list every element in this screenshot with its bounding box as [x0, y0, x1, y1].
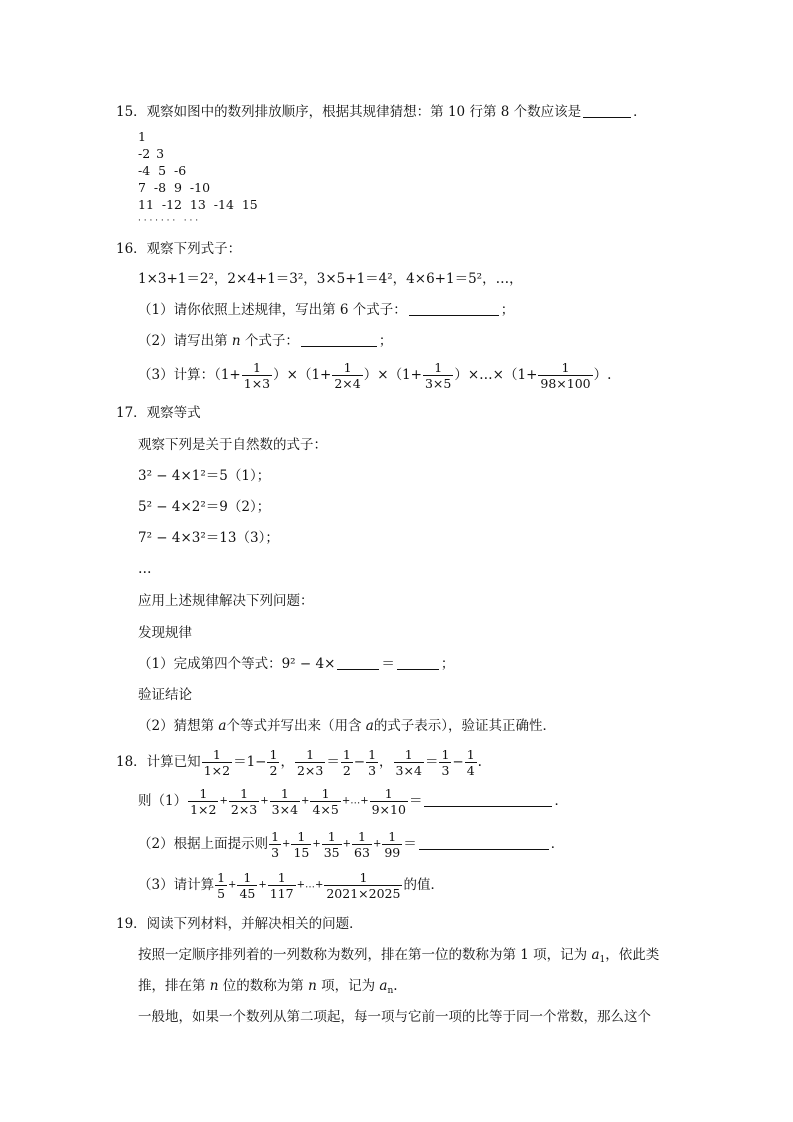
- q19-l1-var: a: [591, 947, 600, 963]
- q16-p3-post-2: ）×: [363, 367, 389, 383]
- q17-eq-3: 7² − 4×3²＝13（3）；: [138, 530, 279, 546]
- q17-p2-var: a: [218, 718, 227, 734]
- q17-p1-end: ；: [440, 656, 455, 672]
- q18-given-rhs-frac-3a: $\frac{1}{3}$: [441, 747, 450, 778]
- q15-row-5: 11 -12 13 -14 15: [138, 197, 258, 212]
- q15-row-1: 1: [138, 129, 146, 144]
- q18-p1-frac-5: $\frac{1}{9\times 10}$: [371, 786, 406, 817]
- q18-p3-frac-last: $\frac{1}{2021\times 2025}$: [326, 870, 401, 901]
- q17-p2-text-c: 的式子表示），验证其正确性．: [373, 718, 557, 734]
- q16-p3-pre-3: （1+: [388, 367, 422, 383]
- q16-p3-post-4: ）.: [593, 367, 612, 383]
- q19-l1-sub: 1: [599, 955, 606, 965]
- q18-p1-blank[interactable]: [424, 792, 552, 807]
- q17-p2-text-a: （2）猜想第: [138, 718, 219, 734]
- q18-p1-eq: ＝: [408, 793, 423, 809]
- q18-p2-frac-2: $\frac{1}{15}$: [293, 829, 310, 860]
- q16-formula: 1×3+1＝2²，2×4+1＝3²，3×5+1＝4²，4×6+1＝5²，…，: [138, 271, 523, 287]
- q16-p2-text-a: （2）请写出第: [138, 333, 232, 349]
- q15-stem: [116, 103, 647, 121]
- q18-p2-stop: ．: [550, 836, 565, 852]
- q15-row-4: 7 -8 9 -10: [138, 180, 211, 195]
- q18-part-1: 则（1） $\frac{1}{1\times 2}$ + $\frac{1}{2\times 3}$ + $\frac{1}{3\times 4}$ + $\frac{1}{4\times 5}$ +…+ $\frac{1}{9\times 10}$ ＝ ．: [138, 786, 568, 817]
- q18-given-rhs-1: 1: [246, 754, 256, 770]
- q16-p3-pre-2: （1+: [297, 367, 332, 383]
- q18-p2-frac-1: $\frac{1}{3}$: [271, 829, 280, 860]
- q16-part-1: [138, 301, 514, 319]
- q16-p1-end: ；: [500, 302, 515, 318]
- q18-p3-frac-1: $\frac{1}{5}$: [217, 870, 226, 901]
- q16-p1-text: （1）请你依照上述规律，写出第 6 个式子：: [138, 302, 407, 318]
- q18-p3-end: 的值．: [403, 877, 444, 893]
- q17-p2-var-2: a: [365, 718, 374, 734]
- q19-line-1: [138, 946, 659, 964]
- q18-p2-frac-4: $\frac{1}{63}$: [354, 829, 370, 860]
- q18-p1-stop: ．: [554, 793, 568, 809]
- q18-given-frac-1: $\frac{1}{1\times 2}$: [203, 747, 231, 778]
- q18-part-2: （2）根据上面提示则 $\frac{1}{3}$ + $\frac{1}{15}$ + $\frac{1}{35}$ + $\frac{1}{63}$ + $\frac{1}{99}$ ＝ ．: [138, 829, 565, 860]
- q18-p2-eq: ＝: [403, 836, 417, 852]
- q19-l2-text-c: 项，记为: [316, 978, 380, 994]
- q19-l1-text-a: 按照一定顺序排列着的一列数称为数列，排在第一位的数称为第 1 项，记为: [138, 947, 592, 963]
- q16-p3-frac-3: $\frac{1}{3\times 5}$: [424, 360, 452, 391]
- q19-label: 19．阅读下列材料，并解决相关的问题．: [116, 916, 363, 932]
- q16-p3-pre-4: （1+: [503, 367, 538, 383]
- q15-label: 15．观察如图中的数列排放顺序，根据其规律猜想：第 10 行第 8 个数应该是: [116, 104, 582, 120]
- q18-given: 18．计算已知 $\frac{1}{1\times 2}$ ＝1− $\frac{1}{2}$ ， $\frac{1}{2\times 3}$ ＝ $\frac{1}{2}$ − $\frac{1}{3}$ ， $\frac{1}{3\times 4}$ ＝ $\frac{1}{3}$ − $\frac{1}{4}$ .: [116, 747, 482, 778]
- q17-p1-blank-1[interactable]: [337, 655, 379, 670]
- q17-verify: 验证结论: [138, 687, 192, 703]
- q17-label: 17．观察等式: [116, 405, 201, 421]
- q16-p2-var: n: [231, 333, 241, 349]
- q18-given-rhs-frac-3b: $\frac{1}{4}$: [466, 747, 475, 778]
- q19-l2-sub: n: [387, 986, 394, 996]
- q19-l2-text-a: 推，排在第: [138, 978, 210, 994]
- q19-l2-var-3: a: [379, 978, 388, 994]
- q16-p2-blank[interactable]: [301, 332, 377, 347]
- q18-p1-frac-2: $\frac{1}{2\times 3}$: [230, 786, 258, 817]
- q17-intro: 观察下列是关于自然数的式子：: [138, 437, 327, 453]
- q18-p2-frac-5: $\frac{1}{99}$: [384, 829, 401, 860]
- q18-p1-frac-3: $\frac{1}{3\times 4}$: [271, 786, 299, 817]
- q17-p1-blank-2[interactable]: [397, 655, 439, 670]
- q17-p2-text-b: 个等式并写出来（用含: [226, 718, 366, 734]
- q16-p3-pre-1: （1+: [214, 367, 241, 383]
- q15-end: ．: [633, 104, 647, 120]
- q16-part-2: [138, 332, 392, 350]
- q18-label: 18．计算已知: [116, 754, 201, 770]
- q18-p1-frac-4: $\frac{1}{4\times 5}$: [312, 786, 339, 817]
- q19-line-2: [138, 977, 398, 995]
- q16-part-3: [138, 358, 611, 392]
- q19-l2-var-2: n: [308, 978, 317, 994]
- q17-dots: …: [138, 561, 152, 577]
- q15-answer-blank[interactable]: [583, 103, 631, 118]
- q17-part-1: [138, 655, 454, 673]
- q16-p3-post-1: ）×: [273, 367, 298, 383]
- q18-given-rhs-frac-2a: $\frac{1}{2}$: [342, 747, 351, 778]
- q19-l2-var: n: [209, 978, 219, 994]
- q16-p3-frac-1: $\frac{1}{1\times 3}$: [243, 360, 271, 391]
- q16-p3-frac-2: $\frac{1}{2\times 4}$: [334, 360, 361, 391]
- q18-p3-frac-2: $\frac{1}{45}$: [239, 870, 256, 901]
- q18-p1-frac-1: $\frac{1}{1\times 2}$: [190, 786, 217, 817]
- q17-eq-1: 3² − 4×1²＝5（1）；: [138, 468, 271, 484]
- q19-line-3: 一般地，如果一个数列从第二项起，每一项与它前一项的比等于同一个常数，那么这个: [138, 1009, 651, 1025]
- q19-l1-text-b: ，依此类: [605, 947, 660, 963]
- q18-given-frac-2: $\frac{1}{2\times 3}$: [296, 747, 324, 778]
- q18-p1-text: 则（1）: [138, 793, 188, 809]
- q19-l2-text-b: 位的数称为第: [218, 978, 309, 994]
- q18-p2-text: （2）根据上面提示则: [138, 836, 269, 852]
- q18-part-3: （3）请计算 $\frac{1}{5}$ + $\frac{1}{45}$ + $\frac{1}{117}$ +…+ $\frac{1}{2021\times 2025}$ 的值．: [138, 870, 444, 901]
- q15-row-3: -4 5 -6: [138, 163, 187, 178]
- q17-find: 发现规律: [138, 625, 192, 641]
- q18-p3-dots: +…+: [296, 879, 324, 891]
- q19-l2-text-d: .: [393, 978, 398, 994]
- q17-p1-text: （1）完成第四个等式：9² − 4×: [138, 656, 336, 672]
- q18-p1-dots: +…+: [341, 795, 369, 807]
- q16-p2-end: ；: [378, 333, 393, 349]
- q18-given-rhs-frac-1: $\frac{1}{2}$: [269, 747, 278, 778]
- q17-apply: 应用上述规律解决下列问题：: [138, 593, 314, 609]
- q18-p2-frac-3: $\frac{1}{35}$: [323, 829, 340, 860]
- q16-p3-frac-4: $\frac{1}{98\times 100}$: [540, 360, 591, 391]
- q17-part-2: [138, 717, 556, 735]
- q15-row-2: -2 3: [138, 146, 165, 161]
- q17-eq-2: 5² − 4×2²＝9（2）；: [138, 499, 271, 515]
- q17-p1-eq: ＝: [381, 656, 395, 672]
- q18-p2-blank[interactable]: [419, 835, 549, 850]
- q18-p3-text: （3）请计算: [138, 877, 215, 893]
- q18-p3-frac-3: $\frac{1}{117}$: [269, 870, 294, 901]
- q16-p3-post-3: ）×…×: [454, 367, 504, 383]
- q15-row-dots: · · · · · · · · · ·: [138, 216, 199, 226]
- q18-given-frac-3: $\frac{1}{3\times 4}$: [395, 747, 422, 778]
- q16-label: 16．观察下列式子：: [116, 241, 242, 257]
- q16-p1-blank[interactable]: [409, 301, 499, 316]
- q16-p2-text-b: 个式子：: [240, 333, 299, 349]
- q16-p3-text: （3）计算：: [138, 367, 215, 383]
- q18-given-rhs-frac-2b: $\frac{1}{3}$: [368, 747, 377, 778]
